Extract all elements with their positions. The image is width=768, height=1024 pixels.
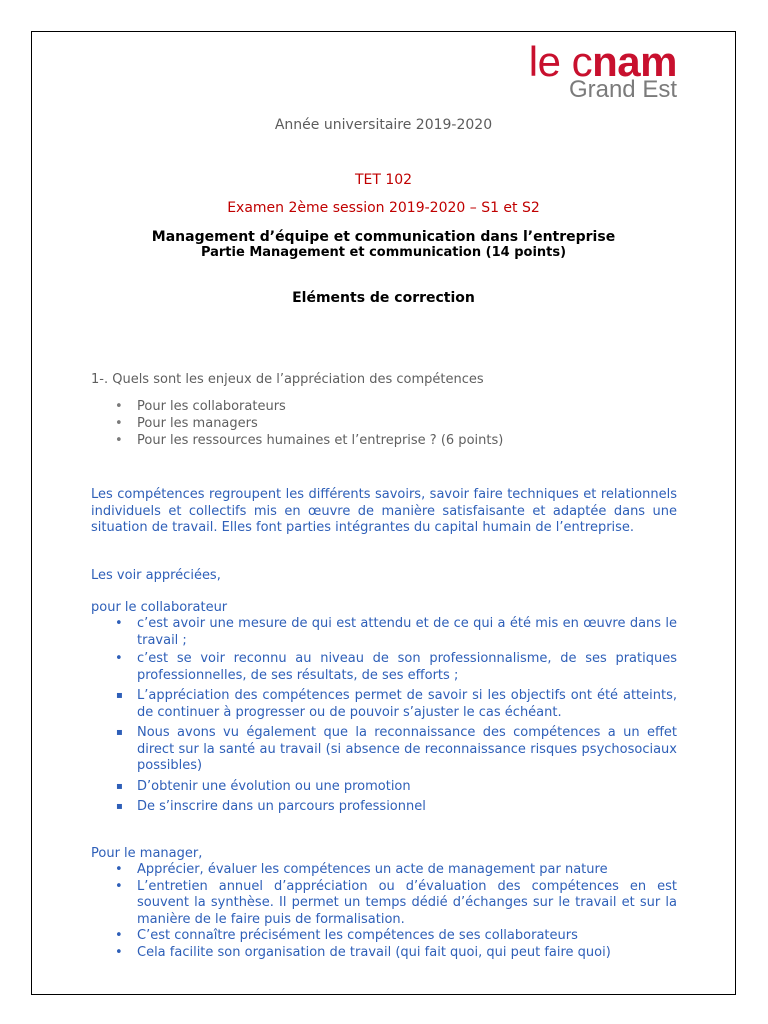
- list-item: • c’est se voir reconnu au niveau de son professionnalisme, de ses pratiques professionnelles, de ses résultats, de ses efforts ;: [115, 651, 677, 684]
- list-item: • Pour les managers: [115, 415, 503, 432]
- list-item: • c’est avoir une mesure de qui est attendu et de ce qui a été mis en œuvre dans le travail ;: [115, 616, 677, 649]
- document-title: Management d’équipe et communication dans l’entreprise: [151, 229, 616, 245]
- list-item: ▪ Nous avons vu également que la reconnaissance des compétences a un effet direct sur la santé au travail (si absence de reconnaissance risques psychosociaux possibles): [115, 725, 677, 775]
- course-code: TET 102: [354, 172, 413, 188]
- list-item: • Pour les collaborateurs: [115, 398, 503, 415]
- manager-heading: Pour le manager,: [91, 846, 203, 861]
- exam-title: Examen 2ème session 2019-2020 – S1 et S2: [227, 200, 540, 216]
- list-item: • Cela facilite son organisation de travail (qui fait quoi, qui peut faire quoi): [115, 945, 677, 962]
- document-page: [31, 31, 736, 995]
- manager-list: [115, 862, 677, 961]
- question-text: 1-. Quels sont les enjeux de l’appréciation des compétences: [91, 372, 484, 387]
- question-list: [115, 398, 503, 449]
- collaborator-list: [115, 616, 677, 816]
- cnam-logo: [528, 38, 677, 103]
- list-item: • Pour les ressources humaines et l’entreprise ? (6 points): [115, 432, 503, 449]
- logo-region: Grand Est: [568, 76, 677, 103]
- answer-voir: Les voir appréciées,: [91, 568, 221, 583]
- collaborator-heading: pour le collaborateur: [91, 600, 228, 615]
- list-item: • L’entretien annuel d’appréciation ou d’évaluation des compétences en est souvent la synthèse. Il permet un temps dédié d’échanges sur le travail et sur la manière de le faire puis de formalisation.: [115, 879, 677, 929]
- list-item: • C’est connaître précisément les compétences de ses collaborateurs: [115, 928, 677, 945]
- correction-heading: Eléments de correction: [292, 290, 475, 306]
- list-item: • Apprécier, évaluer les compétences un acte de management par nature: [115, 862, 677, 879]
- logo-nam: nam: [592, 38, 677, 85]
- logo-le: le c: [528, 38, 593, 85]
- list-item: ▪ L’appréciation des compétences permet de savoir si les objectifs ont été atteints, de continuer à progresser ou de pouvoir s’ajuster le cas échéant.: [115, 688, 677, 721]
- academic-year: Année universitaire 2019-2020: [274, 117, 493, 133]
- answer-intro: Les compétences regroupent les différents savoirs, savoir faire techniques et relationnels individuels et collectifs mis en œuvre de manière satisfaisante et adaptée dans une situation de travail. Elles font parties intégrantes du capital humain de l’entreprise.: [91, 487, 677, 535]
- list-item: ▪ D’obtenir une évolution ou une promotion: [115, 779, 677, 796]
- list-item: ▪ De s’inscrire dans un parcours professionnel: [115, 799, 677, 816]
- document-subtitle: Partie Management et communication (14 points): [200, 245, 567, 260]
